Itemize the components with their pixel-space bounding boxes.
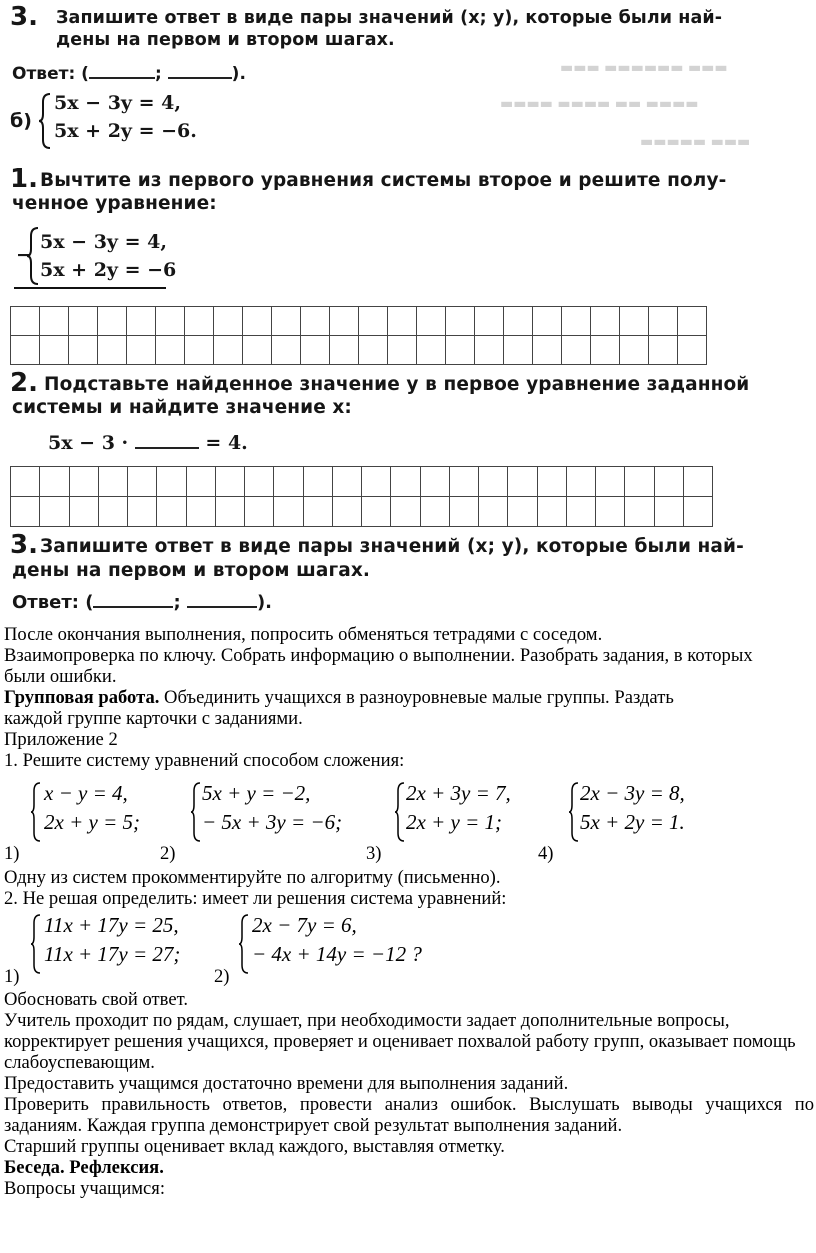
- equation-system: [252, 911, 422, 969]
- group-work-heading: Групповая работа.: [4, 687, 160, 708]
- grid-cell: [533, 336, 562, 365]
- system-label: 2): [214, 966, 230, 987]
- grid-cell: [567, 467, 596, 497]
- answer-end: ).: [256, 592, 273, 613]
- answer-line: [12, 592, 272, 613]
- equation-system: [44, 911, 180, 969]
- task-heading: 2. Не решая определить: имеет ли решения система уравнений:: [4, 888, 507, 909]
- step-text: Вычтите из первого уравнения системы второе и решите полу-: [40, 170, 727, 191]
- expression-end: = 4.: [205, 432, 248, 454]
- grid-cell: [388, 307, 417, 336]
- minus-sign: −: [16, 244, 32, 266]
- grid-cell: [538, 497, 567, 527]
- grid-cell: [185, 307, 214, 336]
- grid-cell: [625, 497, 654, 527]
- grid-cell: [649, 336, 678, 365]
- step-number: 2.: [10, 368, 38, 398]
- step-number: 1.: [10, 164, 38, 194]
- grid-cell: [450, 467, 479, 497]
- equation: − 5x + 3y = −6;: [202, 810, 343, 834]
- grid-cell: [187, 497, 216, 527]
- bleed-through-text: ▬▬▬▬ ▬▬▬▬ ▬▬ ▬▬▬▬: [500, 96, 699, 112]
- grid-cell: [533, 307, 562, 336]
- grid-cell: [304, 497, 333, 527]
- grid-cell: [274, 467, 303, 497]
- answer-blank: [93, 606, 173, 608]
- group-work-paragraph: [4, 687, 814, 708]
- answer-label: Ответ: (: [12, 64, 89, 84]
- part-label: б): [10, 110, 32, 132]
- section-heading: Беседа. Рефлексия.: [4, 1157, 164, 1178]
- answer-line: [12, 64, 246, 84]
- appendix-label: Приложение 2: [4, 729, 118, 750]
- grid-cell: [596, 467, 625, 497]
- grid-cell: [333, 497, 362, 527]
- grid-cell: [40, 467, 69, 497]
- grid-cell: [620, 336, 649, 365]
- answer-blank: [89, 77, 155, 79]
- brace-icon: [30, 781, 42, 843]
- grid-cell: [40, 307, 69, 336]
- grid-cell: [649, 307, 678, 336]
- grid-cell: [127, 307, 156, 336]
- answer-separator: ;: [173, 592, 181, 613]
- equation: 5x − 3y = 4,: [40, 231, 167, 253]
- equation: 2x − 3y = 8,: [580, 781, 685, 805]
- grid-cell: [301, 336, 330, 365]
- brace-icon: [30, 913, 42, 975]
- step-text: дены на первом и втором шагах.: [12, 560, 370, 581]
- systems-row: [4, 909, 814, 989]
- bleed-through-text: ▬▬▬ ▬▬▬▬▬▬ ▬▬▬: [560, 60, 728, 76]
- grid-cell: [655, 467, 684, 497]
- grid-cell: [304, 467, 333, 497]
- subtraction-line: [14, 287, 166, 289]
- equation-system: [580, 779, 685, 837]
- grid-cell: [538, 467, 567, 497]
- grid-cell: [475, 336, 504, 365]
- grid-cell: [214, 307, 243, 336]
- grid-cell: [508, 497, 537, 527]
- equation-system: [202, 779, 342, 837]
- grid-cell: [157, 497, 186, 527]
- equation-system: [406, 779, 511, 837]
- bleed-through-text: ▬▬▬▬▬ ▬▬▬: [640, 134, 751, 150]
- grid-cell: [214, 336, 243, 365]
- grid-cell: [216, 497, 245, 527]
- grid-cell: [11, 336, 40, 365]
- grid-cell: [421, 467, 450, 497]
- group-work-text: Объединить учащихся в разноуровневые малые группы. Раздать: [159, 687, 674, 708]
- grid-cell: [70, 467, 99, 497]
- paragraph: Одну из систем прокомментируйте по алгоритму (письменно).: [4, 867, 501, 888]
- grid-cell: [69, 307, 98, 336]
- expression-start: 5x − 3 ·: [48, 432, 129, 454]
- lesson-text: [4, 624, 814, 1199]
- equation: 11x + 17y = 27;: [44, 942, 181, 966]
- step-text: Запишите ответ в виде пары значений (x; y), которые были най-: [56, 8, 723, 28]
- grid-cell: [330, 336, 359, 365]
- grid-cell: [330, 307, 359, 336]
- grid-cell: [99, 467, 128, 497]
- step-text: Подставьте найденное значение y в первое уравнение заданной: [44, 374, 750, 395]
- grid-cell: [504, 336, 533, 365]
- grid-cell: [684, 497, 713, 527]
- grid-cell: [620, 307, 649, 336]
- grid-cell: [596, 497, 625, 527]
- equation: 5x − 3y = 4,: [54, 92, 181, 114]
- brace-icon: [38, 92, 52, 150]
- grid-cell: [479, 497, 508, 527]
- equation-system: [44, 779, 140, 837]
- equation: 5x + 2y = −6: [40, 259, 177, 281]
- step-number: 3.: [10, 2, 38, 32]
- brace-icon: [26, 226, 40, 286]
- step-text: Запишите ответ в виде пары значений (x; y), которые были най-: [40, 536, 744, 557]
- grid-cell: [11, 497, 40, 527]
- grid-cell: [591, 336, 620, 365]
- grid-cell: [70, 497, 99, 527]
- grid-cell: [362, 497, 391, 527]
- equation: 11x + 17y = 25,: [44, 913, 179, 937]
- grid-cell: [243, 307, 272, 336]
- grid-cell: [450, 497, 479, 527]
- grid-cell: [40, 336, 69, 365]
- step-text: системы и найдите значение x:: [12, 397, 352, 418]
- answer-grid: [10, 306, 707, 365]
- grid-cell: [185, 336, 214, 365]
- grid-cell: [475, 307, 504, 336]
- answer-blank: [187, 606, 257, 608]
- grid-cell: [272, 307, 301, 336]
- grid-cell: [508, 467, 537, 497]
- answer-grid: [10, 466, 713, 527]
- step-text: ченное уравнение:: [12, 193, 217, 214]
- system-label: 2): [160, 843, 176, 864]
- equation: 2x + y = 1;: [406, 810, 502, 834]
- brace-icon: [238, 913, 250, 975]
- paragraph: Предоставить учащимся достаточно времени для выполнения заданий.: [4, 1073, 569, 1094]
- answer-blank: [168, 77, 232, 79]
- grid-cell: [446, 307, 475, 336]
- step-text: дены на первом и втором шагах.: [56, 30, 395, 50]
- paragraph: Обосновать свой ответ.: [4, 989, 188, 1010]
- paragraph: Проверить правильность ответов, провести анализ ошибок. Выслушать выводы учащихся по заданиям. Каждая группа демонстрирует свой результат выполнения заданий.: [4, 1094, 814, 1136]
- brace-icon: [394, 781, 406, 843]
- grid-cell: [98, 307, 127, 336]
- grid-cell: [421, 497, 450, 527]
- equation: 2x + y = 5;: [44, 810, 140, 834]
- grid-cell: [127, 336, 156, 365]
- equation: 5x + 2y = −6.: [54, 120, 197, 142]
- brace-icon: [568, 781, 580, 843]
- grid-cell: [216, 467, 245, 497]
- step-number: 3.: [10, 530, 38, 560]
- system-label: 4): [538, 843, 554, 864]
- grid-cell: [391, 497, 420, 527]
- grid-cell: [678, 336, 707, 365]
- equation: 2x − 7y = 6,: [252, 913, 357, 937]
- grid-cell: [362, 467, 391, 497]
- grid-cell: [301, 307, 330, 336]
- system-label: 1): [4, 843, 20, 864]
- textbook-scan: [0, 0, 816, 625]
- grid-cell: [417, 336, 446, 365]
- grid-cell: [333, 467, 362, 497]
- grid-cell: [274, 497, 303, 527]
- grid-cell: [128, 467, 157, 497]
- equation: x − y = 4,: [44, 781, 128, 805]
- grid-cell: [655, 497, 684, 527]
- grid-cell: [678, 307, 707, 336]
- grid-cell: [40, 497, 69, 527]
- grid-cell: [388, 336, 417, 365]
- equation: − 4x + 14y = −12 ?: [252, 942, 422, 966]
- systems-row: [4, 771, 814, 867]
- grid-cell: [11, 467, 40, 497]
- grid-cell: [567, 497, 596, 527]
- answer-separator: ;: [154, 64, 162, 84]
- paragraph: Взаимопроверка по ключу. Собрать информацию о выполнении. Разобрать задания, в которых были ошибки.: [4, 645, 753, 687]
- grid-cell: [11, 307, 40, 336]
- grid-cell: [479, 467, 508, 497]
- grid-cell: [359, 307, 388, 336]
- equation: 5x + 2y = 1.: [580, 810, 685, 834]
- answer-label: Ответ: (: [12, 592, 94, 613]
- grid-cell: [245, 467, 274, 497]
- paragraph: После окончания выполнения, попросить обменяться тетрадями с соседом.: [4, 624, 603, 645]
- grid-cell: [591, 307, 620, 336]
- grid-cell: [156, 307, 185, 336]
- grid-cell: [243, 336, 272, 365]
- system-label: 3): [366, 843, 382, 864]
- system-label: 1): [4, 966, 20, 987]
- brace-icon: [190, 781, 202, 843]
- paragraph: каждой группе карточки с заданиями.: [4, 708, 303, 729]
- substitution-expression: [48, 432, 248, 454]
- grid-cell: [272, 336, 301, 365]
- grid-cell: [156, 336, 185, 365]
- equation: 2x + 3y = 7,: [406, 781, 511, 805]
- grid-cell: [245, 497, 274, 527]
- answer-blank: [135, 447, 199, 449]
- grid-cell: [625, 467, 654, 497]
- grid-cell: [359, 336, 388, 365]
- grid-cell: [157, 467, 186, 497]
- grid-cell: [504, 307, 533, 336]
- grid-cell: [446, 336, 475, 365]
- paragraph: Учитель проходит по рядам, слушает, при необходимости задает дополнительные вопросы, корректирует решения учащихся, проверяет и оценивает похвалой работу групп, оказывает помощь слабоуспевающим.: [4, 1010, 796, 1073]
- task-heading: 1. Решите систему уравнений способом сложения:: [4, 750, 405, 771]
- grid-cell: [69, 336, 98, 365]
- answer-end: ).: [231, 64, 246, 84]
- grid-cell: [562, 307, 591, 336]
- grid-cell: [187, 467, 216, 497]
- grid-cell: [417, 307, 446, 336]
- grid-cell: [391, 467, 420, 497]
- grid-cell: [99, 497, 128, 527]
- grid-cell: [562, 336, 591, 365]
- paragraph: Старший группы оценивает вклад каждого, выставляя отметку.: [4, 1136, 505, 1157]
- grid-cell: [98, 336, 127, 365]
- paragraph: Вопросы учащимся:: [4, 1178, 166, 1199]
- grid-cell: [128, 497, 157, 527]
- grid-cell: [684, 467, 713, 497]
- equation: 5x + y = −2,: [202, 781, 311, 805]
